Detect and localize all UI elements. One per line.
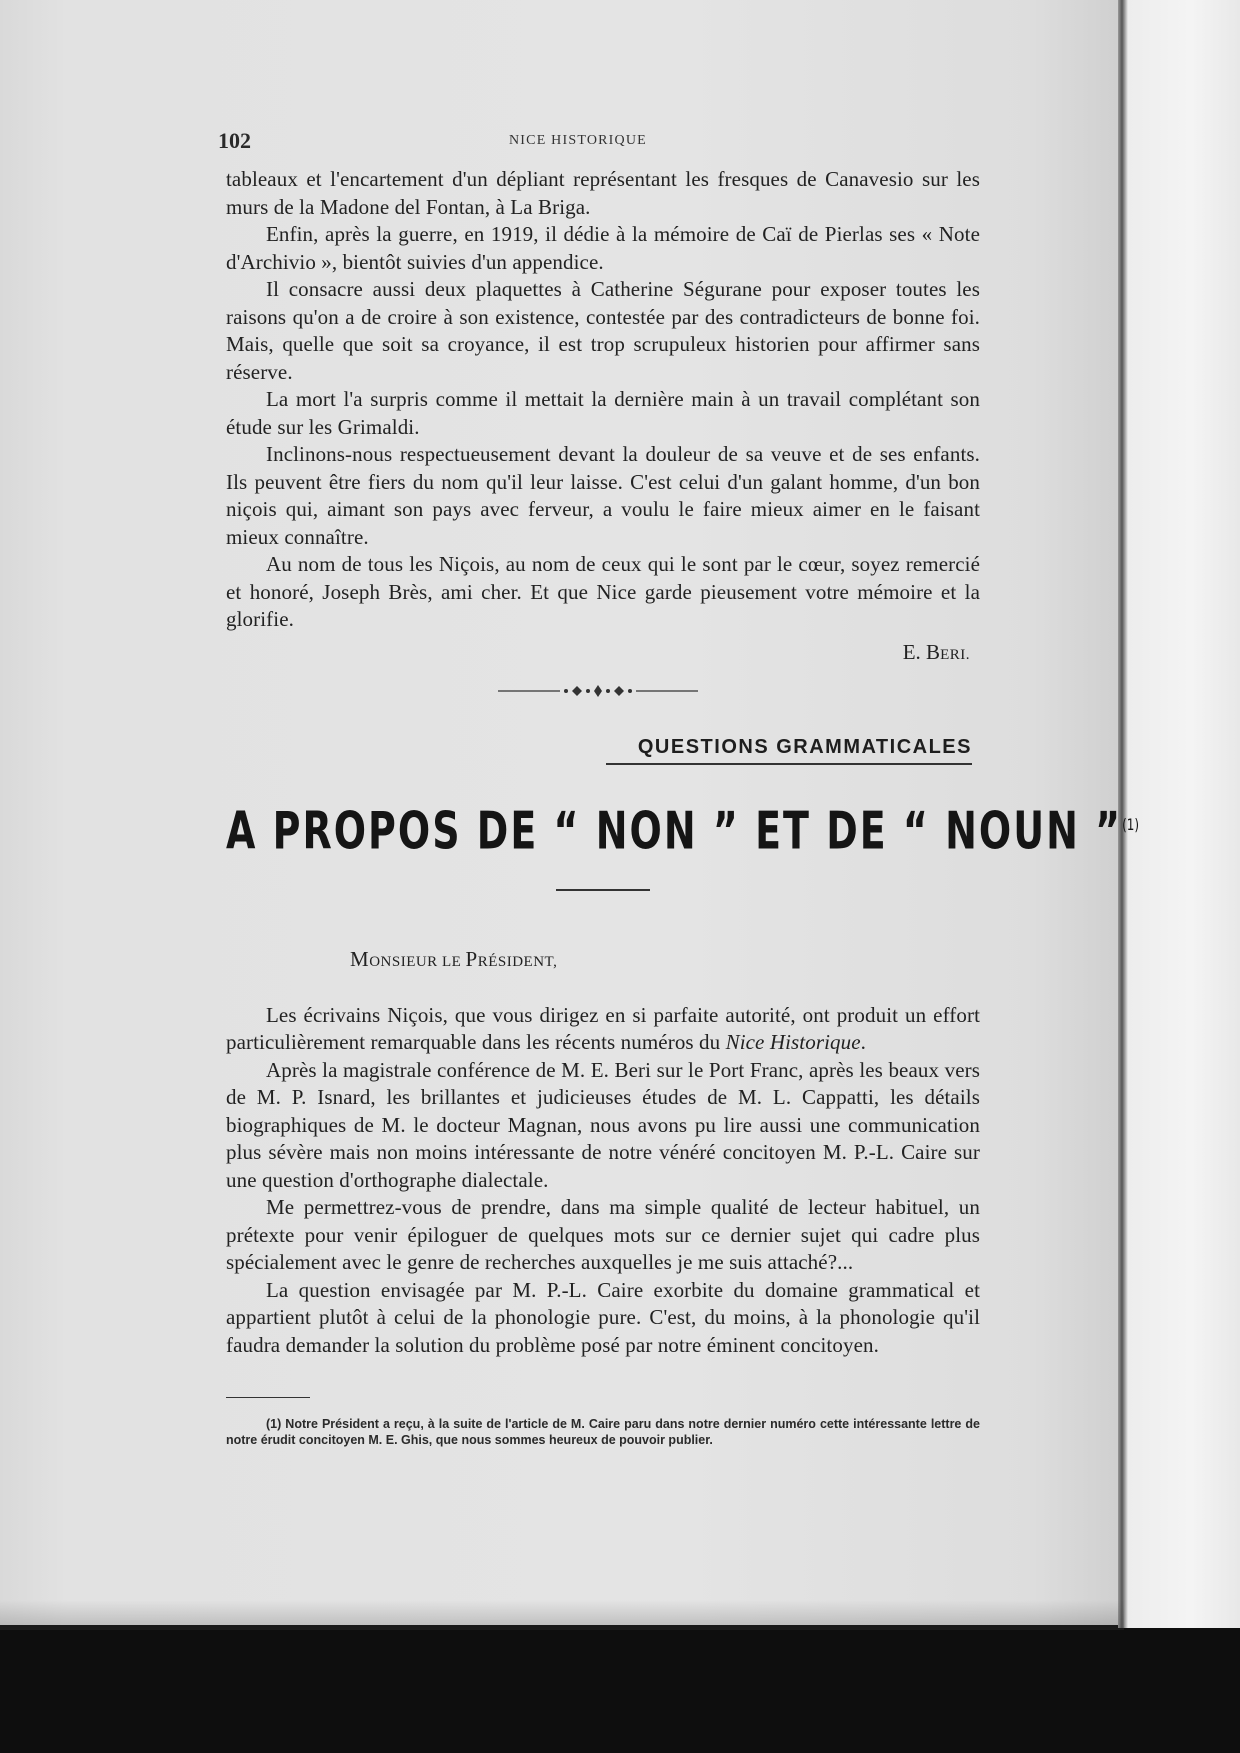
title-divider bbox=[556, 889, 650, 891]
letter-paragraph: La question envisagée par M. P.-L. Caire exorbite du domaine grammatical et appartient plutôt à celui de la phonologie pure. C'est, du moins, à la phonologie qu'il faudra demander la solution du problème posé par notre éminent concitoyen. bbox=[226, 1277, 980, 1357]
author-signature bbox=[226, 640, 980, 665]
salutation bbox=[350, 947, 980, 972]
letter-paragraph bbox=[226, 1002, 980, 1057]
salutation-text: RÉSIDENT, bbox=[477, 953, 558, 970]
footnote-reference: (1) bbox=[1122, 814, 1140, 834]
page-number: 102 bbox=[218, 128, 251, 153]
ornament-divider-icon bbox=[498, 681, 698, 701]
running-head bbox=[218, 128, 980, 156]
article-title-text: A PROPOS DE “ NON ” ET DE “ NOUN ” bbox=[226, 800, 1123, 860]
obituary-paragraph: tableaux et l'encartement d'un dépliant représentant les fresques de Canavesio sur les murs de la Madone del Fontan, à La Briga. bbox=[226, 167, 980, 219]
salutation-cap: M bbox=[350, 946, 370, 971]
article-title bbox=[226, 800, 1140, 860]
journal-reference: Nice Historique bbox=[725, 1030, 861, 1054]
letter-text-run: Les écrivains Niçois, que vous dirigez en si parfaite autorité, ont produit un effort particulièrement remarquable dans les récents numéros du bbox=[226, 1002, 980, 1054]
section-heading: QUESTIONS GRAMMATICALES bbox=[637, 735, 972, 758]
footnote-separator bbox=[226, 1397, 310, 1398]
obituary-text bbox=[226, 166, 980, 634]
letter-paragraph: Après la magistrale conférence de M. E. Beri sur le Port Franc, après les beaux vers de M. P. Isnard, les brillantes et judicieuses études de M. L. Cappatti, les détails biographiques de M. le docteur Magnan, nous avons pu lire aussi une communication plus sévère mais non moins intéressante de notre vénéré concitoyen M. P.-L. Caire sur une question d'orthographe dialectale. bbox=[226, 1057, 980, 1192]
page-shadow bbox=[0, 1600, 1124, 1630]
obituary-paragraph: La mort l'a surpris comme il mettait la dernière main à un travail complétant son étude sur les Grimaldi. bbox=[226, 387, 980, 439]
obituary-paragraph: Enfin, après la guerre, en 1919, il dédie à la mémoire de Caï de Pierlas ses « Note d'Archivio », bientôt suivies d'un appendice. bbox=[226, 222, 980, 274]
page-content bbox=[218, 128, 1140, 1448]
salutation-text: ONSIEUR LE bbox=[369, 953, 466, 970]
letter-paragraph: Me permettrez-vous de prendre, dans ma simple qualité de lecteur habituel, un prétexte pour venir épiloguer de quelques mots sur ce dernier sujet qui cadre plus spécialement avec le genre de recherches auxquelles je me suis attaché?... bbox=[226, 1195, 980, 1274]
letter-text bbox=[226, 1002, 980, 1360]
salutation-cap: P bbox=[465, 946, 478, 971]
letter-text-run: . bbox=[860, 1030, 867, 1054]
journal-title: NICE HISTORIQUE bbox=[509, 133, 647, 148]
section-underline bbox=[606, 763, 972, 765]
signature-initial: E. B bbox=[902, 639, 941, 664]
obituary-paragraph: Au nom de tous les Niçois, au nom de ceux qui le sont par le cœur, soyez remercié et honoré, Joseph Brès, ami cher. Et que Nice garde pieusement votre mémoire et la glorifie. bbox=[226, 552, 980, 631]
obituary-paragraph: Inclinons-nous respectueusement devant la douleur de sa veuve et de ses enfants. Ils peuvent être fiers du nom qu'il leur laisse. C'est celui d'un galant homme, d'un bon niçois qui, aimant son pays avec ferveur, a voulu le faire mieux aimer en le faisant mieux connaître. bbox=[226, 442, 980, 549]
obituary-paragraph: Il consacre aussi deux plaquettes à Catherine Ségurane pour exposer toutes les raisons qu'on a de croire à son existence, contestée par des contradicteurs de bonne foi. Mais, quelle que soit sa croyance, il est trop scrupuleux historien pour affirmer sans réserve. bbox=[226, 277, 980, 384]
signature-rest: ERI. bbox=[940, 646, 970, 663]
footnote: (1) Notre Président a reçu, à la suite de l'article de M. Caire paru dans notre dernier numéro cette intéressante lettre de notre érudit concitoyen M. E. Ghis, que nous sommes heureux de pouvoir publier. bbox=[226, 1417, 980, 1447]
